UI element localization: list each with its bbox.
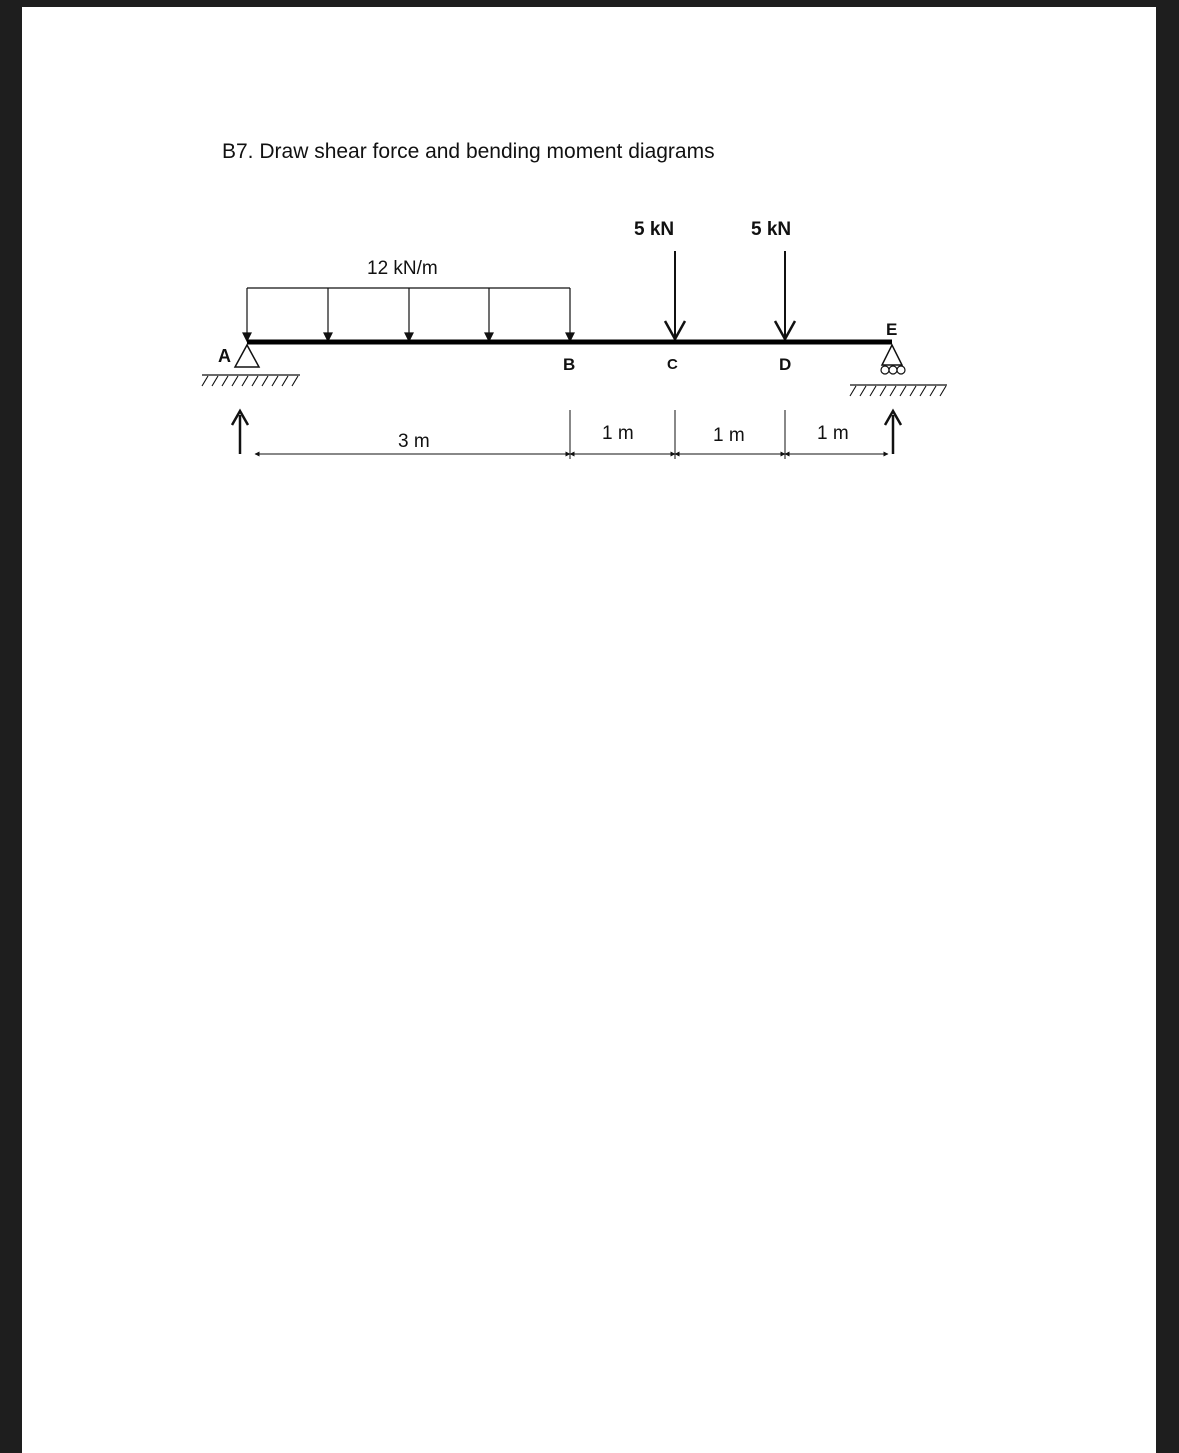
document-page	[22, 7, 1156, 1453]
label-a: A	[218, 346, 231, 366]
span-cd-label: 1 m	[713, 425, 745, 446]
point-load-d-label: 5 kN	[751, 219, 792, 240]
udl-label: 12 kN/m	[367, 258, 438, 279]
span-de-label: 1 m	[817, 423, 849, 444]
beam-diagram	[22, 7, 1156, 607]
distributed-load	[243, 258, 574, 341]
udl-arrows	[243, 288, 574, 341]
reaction-arrow-e	[885, 411, 901, 454]
label-b: B	[563, 355, 576, 374]
reaction-arrow-a	[232, 411, 248, 454]
label-e: E	[886, 320, 898, 339]
roller-support-e	[850, 345, 947, 396]
problem-title: B7. Draw shear force and bending moment diagrams	[222, 140, 715, 163]
point-load-d	[751, 219, 795, 339]
point-load-c	[634, 219, 685, 339]
span-ab-label: 3 m	[398, 431, 430, 452]
point-load-c-label: 5 kN	[634, 219, 675, 240]
dimension-lines	[255, 410, 888, 459]
label-d: D	[779, 355, 792, 374]
pin-support-a	[202, 345, 300, 386]
label-c: C	[667, 356, 678, 373]
span-bc-label: 1 m	[602, 423, 634, 444]
